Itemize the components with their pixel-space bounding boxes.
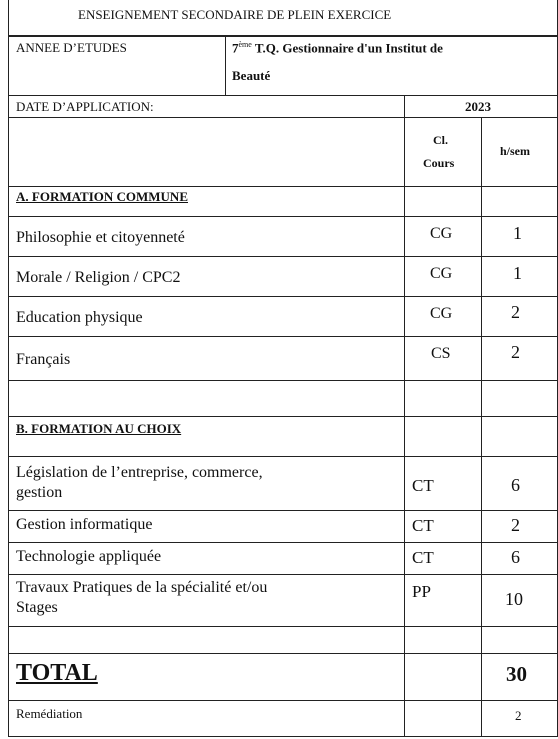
col-cl-line1: Cl. xyxy=(433,133,448,147)
col-cl-line2: Cours xyxy=(423,156,455,170)
cl-cell: PP xyxy=(412,582,431,601)
remediation-label: Remédiation xyxy=(16,706,83,721)
cl-cell: CT xyxy=(412,476,434,495)
total-value: 30 xyxy=(506,662,527,686)
cl-cell: CG xyxy=(430,225,453,242)
subject-cell-line2: gestion xyxy=(16,484,63,501)
h-cell: 1 xyxy=(513,223,522,243)
cl-cell: CG xyxy=(430,305,453,322)
annee-value: 7ème T.Q. Gestionnaire d'un Institut de xyxy=(232,40,443,56)
subject-cell: Français xyxy=(16,351,71,368)
cl-cell: CT xyxy=(412,516,434,535)
h-cell: 1 xyxy=(513,263,522,283)
cl-cell: CS xyxy=(431,345,451,362)
h-cell: 6 xyxy=(511,475,520,495)
col-hsem: h/sem xyxy=(500,144,530,158)
date-value: 2023 xyxy=(465,99,491,114)
cl-cell: CG xyxy=(430,265,453,282)
subject-cell: Education physique xyxy=(16,309,143,326)
section-b-title: B. FORMATION AU CHOIX xyxy=(16,421,182,436)
header-title: ENSEIGNEMENT SECONDAIRE DE PLEIN EXERCICE xyxy=(78,7,392,22)
section-a-title: A. FORMATION COMMUNE xyxy=(16,189,188,204)
subject-cell: Travaux Pratiques de la spécialité et/ou xyxy=(16,579,268,596)
h-cell: 6 xyxy=(511,547,520,567)
subject-cell: Philosophie et citoyenneté xyxy=(16,229,185,246)
subject-cell: Gestion informatique xyxy=(16,516,153,533)
subject-cell-line2: Stages xyxy=(16,599,58,616)
h-cell: 10 xyxy=(505,589,523,609)
cl-cell: CT xyxy=(412,548,434,567)
annee-value-line2: Beauté xyxy=(232,68,271,83)
annee-label: ANNEE D’ETUDES xyxy=(16,40,127,55)
h-cell: 2 xyxy=(511,342,520,362)
subject-cell: Législation de l’entreprise, commerce, xyxy=(16,464,263,481)
date-label: DATE D’APPLICATION: xyxy=(16,99,154,114)
subject-cell: Morale / Religion / CPC2 xyxy=(16,269,181,286)
h-cell: 2 xyxy=(511,302,520,322)
remediation-value: 2 xyxy=(515,708,522,723)
h-cell: 2 xyxy=(511,515,520,535)
subject-cell: Technologie appliquée xyxy=(16,548,162,565)
total-label: TOTAL xyxy=(16,660,98,686)
grades-table xyxy=(8,36,558,737)
